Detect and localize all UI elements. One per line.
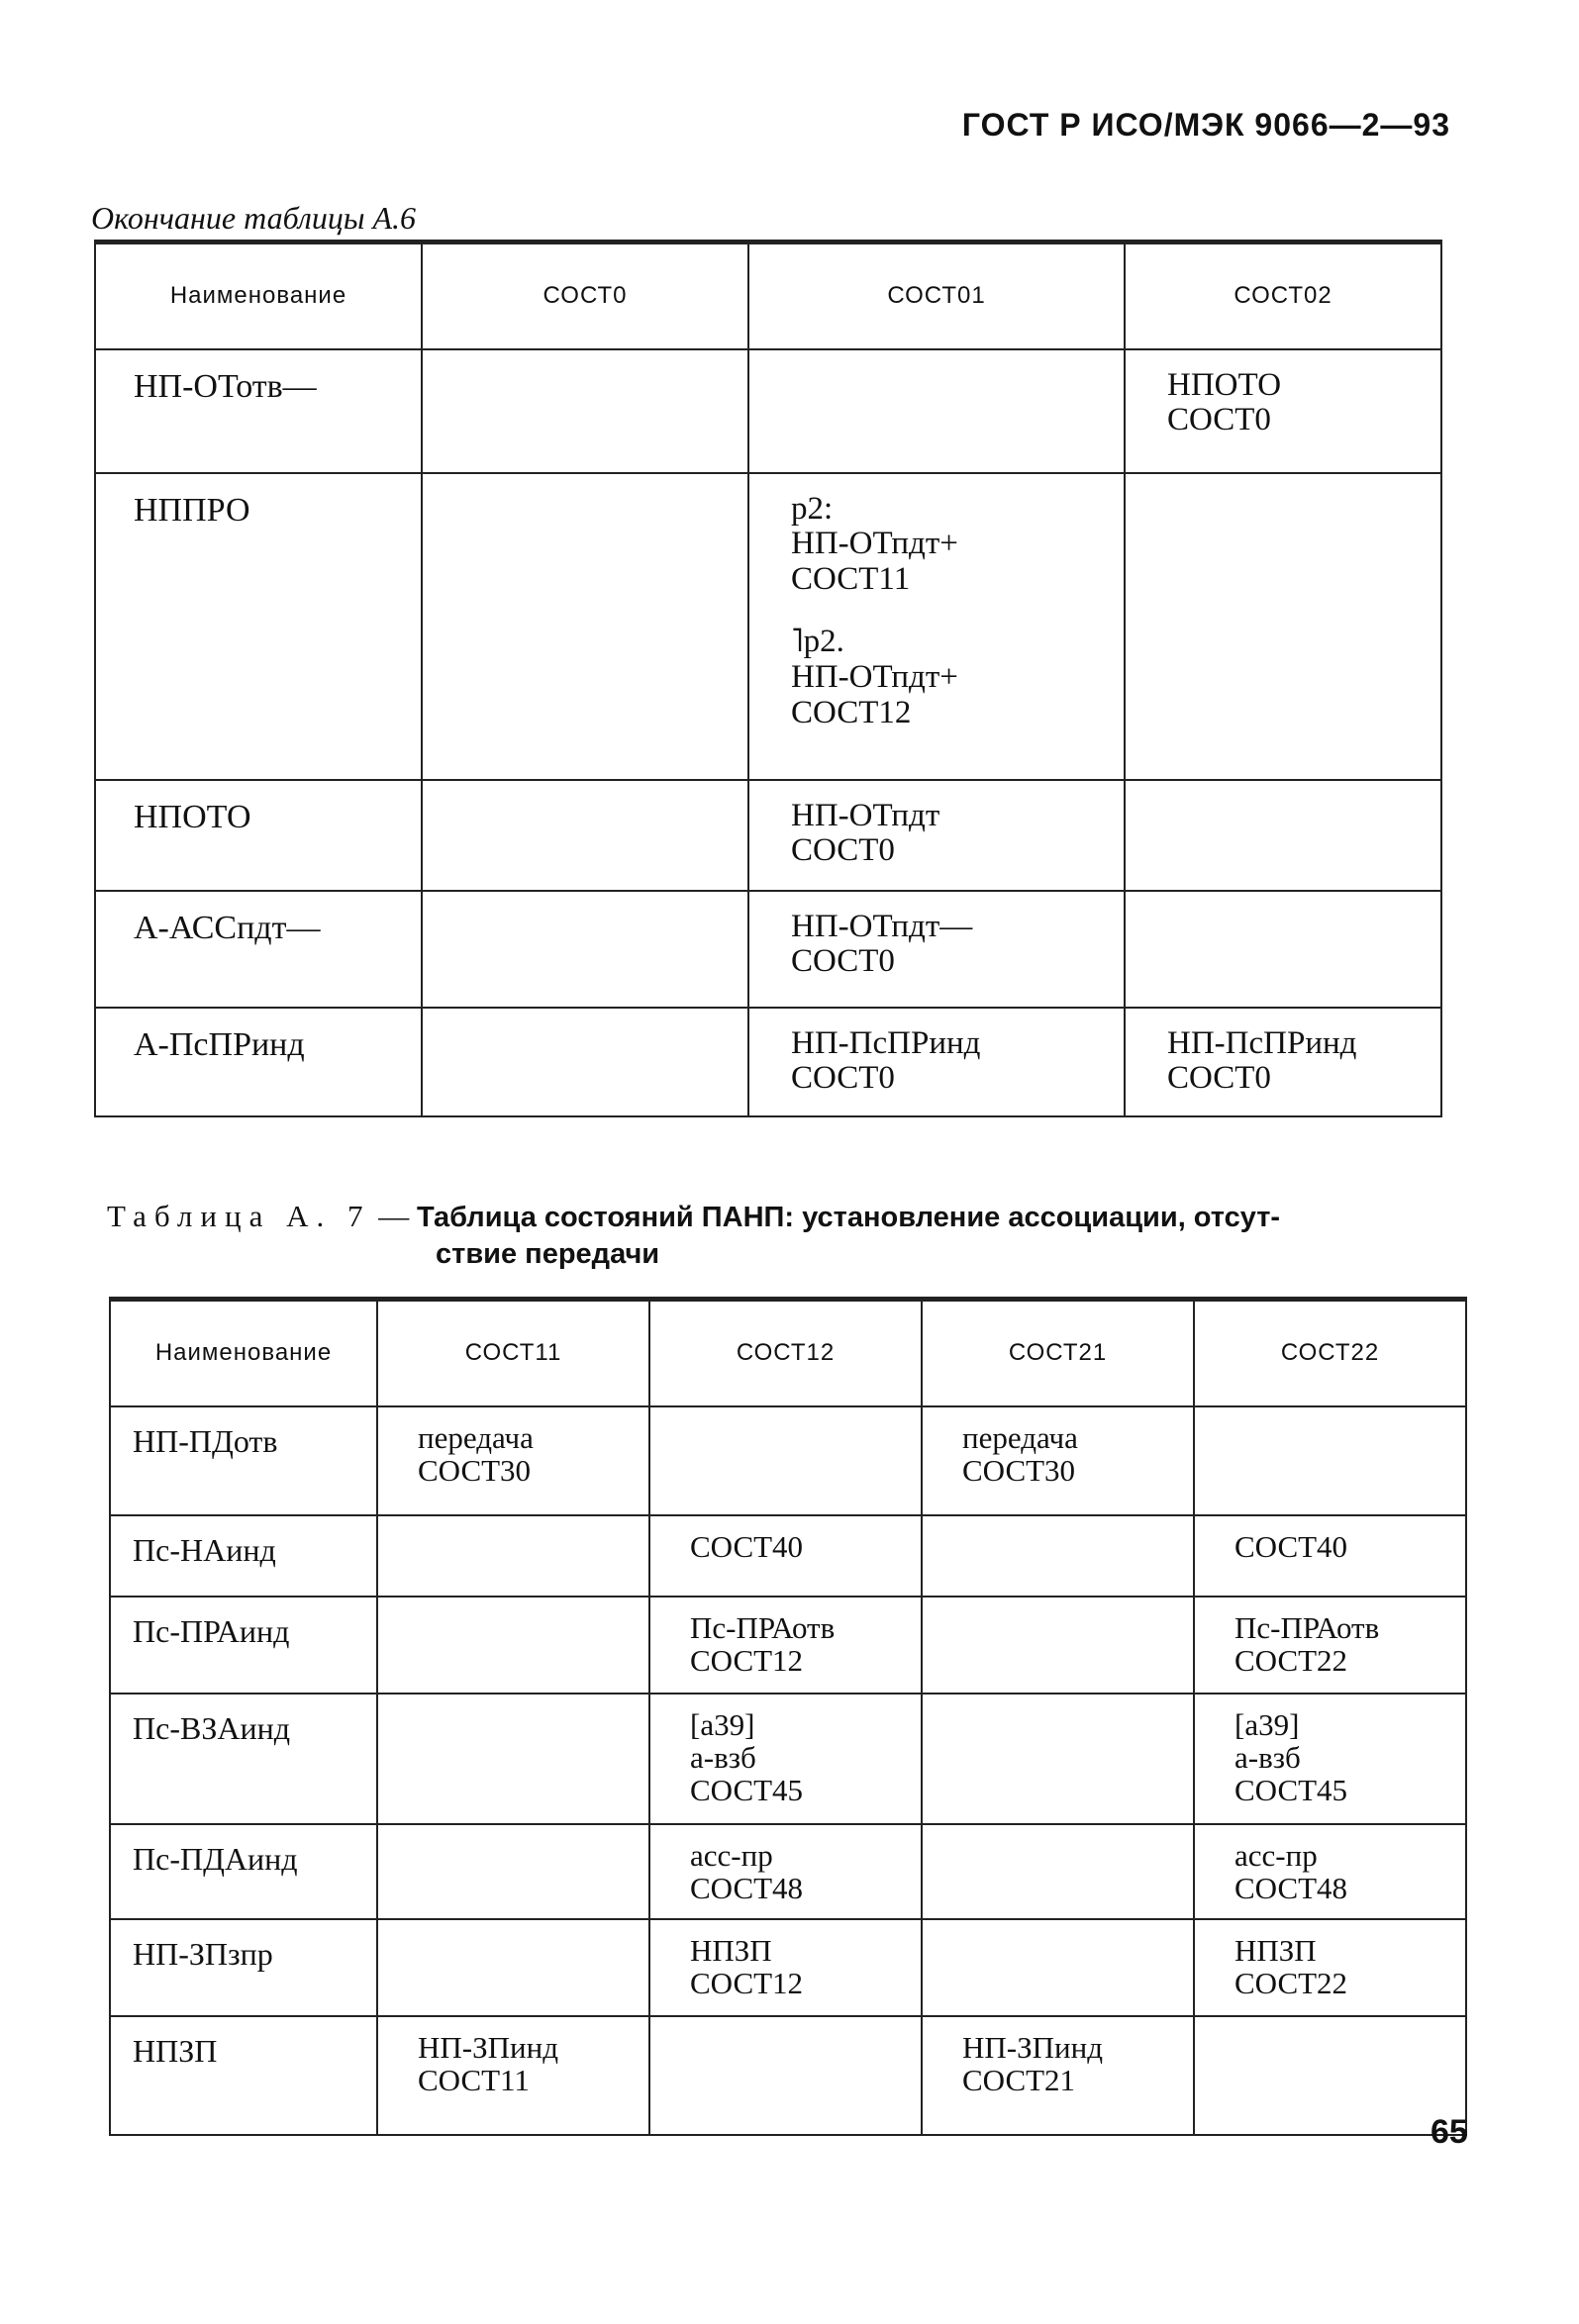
cell-line: Пс-ПРАотв [1234,1609,1380,1645]
table-cell [422,473,748,780]
table-cell [1194,1694,1466,1824]
table-row [95,780,1441,891]
table-cell [377,1919,649,2016]
table-cell [748,891,1125,1008]
cell-line: НП-ПсПРинд [1167,1024,1357,1061]
cell-line: НП-ОТпдт [791,797,940,833]
column-header: Наименование [110,1300,377,1406]
table-a7 [109,1297,1467,2136]
cell-line: НП-ЗПинд [418,2029,558,2065]
column-header: СОСТ0 [422,242,748,349]
table-cell [1194,2016,1466,2135]
row-name-cell: А-ПсПРинд [95,1008,422,1116]
cell-line: передача [418,1419,534,1455]
table-cell [649,1824,922,1919]
table-cell [748,473,1125,780]
table-row [110,1919,1466,2016]
cell-line: СОСТ30 [962,1452,1076,1488]
table-cell [748,780,1125,891]
table-cell [1125,780,1441,891]
row-name-cell: Пс-ПДАинд [110,1824,377,1919]
cell-line: р2: [791,490,834,527]
table-a6-caption: Окончание таблицы А.6 [91,200,417,236]
table-cell [1194,1919,1466,2016]
table-cell [422,1008,748,1116]
column-header: СОСТ21 [922,1300,1194,1406]
table-a7-header-row [110,1300,1466,1406]
cell-line: НПЗП [1234,1932,1317,1968]
table-row [110,1824,1466,1919]
table-cell [377,1406,649,1515]
cell-line: СОСТ22 [1234,1965,1348,2000]
cell-line: [а39] [690,1706,755,1742]
table-row [95,349,1441,473]
cell-line: передача [962,1419,1078,1455]
row-name-cell: НП-ПДотв [110,1406,377,1515]
cell-line: СОСТ22 [1234,1642,1348,1678]
cell-line: НП-ОТпдт+ [791,659,958,695]
table-row [110,1515,1466,1597]
cell-line: а-взб [1234,1739,1301,1775]
table-a7-dash: — [370,1199,417,1233]
cell-line: ˥р2. [791,624,844,660]
cell-line: СОСТ0 [1167,402,1271,438]
table-cell [1194,1597,1466,1694]
table-row [110,1597,1466,1694]
cell-line: СОСТ48 [690,1870,804,1905]
table-cell [422,891,748,1008]
cell-spacer [791,597,1124,625]
row-name-cell: Пс-ВЗАинд [110,1694,377,1824]
row-name-cell: НП-ЗПзпр [110,1919,377,2016]
column-header: СОСТ11 [377,1300,649,1406]
cell-line: СОСТ0 [1167,1060,1271,1097]
table-a7-label: Таблица А. 7 [107,1199,371,1233]
table-cell [422,349,748,473]
row-name-cell: НПЗП [110,2016,377,2135]
table-row [110,1694,1466,1824]
table-cell [377,1694,649,1824]
row-name-cell: Пс-НАинд [110,1515,377,1597]
table-cell [748,349,1125,473]
table-row [110,2016,1466,2135]
table-a6 [94,240,1442,1117]
table-cell [377,1515,649,1597]
table-cell [649,1406,922,1515]
table-row [95,473,1441,780]
table-cell [377,1824,649,1919]
row-name-cell: НППРО [95,473,422,780]
table-cell [922,1919,1194,2016]
table-cell [1125,1008,1441,1116]
cell-line: СОСТ40 [1234,1528,1348,1564]
table-cell [1194,1515,1466,1597]
table-cell [748,1008,1125,1116]
table-cell [649,1597,922,1694]
table-cell [649,1919,922,2016]
table-cell [1194,1824,1466,1919]
column-header: СОСТ01 [748,242,1125,349]
cell-line: НП-ЗПинд [962,2029,1103,2065]
table-cell [922,1597,1194,1694]
table-cell [922,1824,1194,1919]
cell-line: НПЗП [690,1932,772,1968]
column-header: СОСТ02 [1125,242,1441,349]
table-row [110,1406,1466,1515]
cell-line: СОСТ0 [791,832,895,869]
column-header: Наименование [95,242,422,349]
table-cell [922,1694,1194,1824]
cell-line: СОСТ0 [791,1060,895,1097]
table-cell [922,1515,1194,1597]
cell-line: НП-ОТпдт— [791,908,973,944]
document-header: ГОСТ Р ИСО/МЭК 9066—2—93 [961,107,1450,143]
cell-line: НП-ПсПРинд [791,1024,981,1061]
table-cell [649,1694,922,1824]
cell-line: СОСТ12 [690,1642,804,1678]
cell-line: СОСТ21 [962,2062,1076,2097]
row-name-cell: НП-ОТотв— [95,349,422,473]
table-a7-title-line1: Таблица состояний ПАНП: установление ассоциации, отсут- [416,1202,1281,1233]
cell-line: [а39] [1234,1706,1300,1742]
table-cell [377,1597,649,1694]
row-name-cell: НПОТО [95,780,422,891]
table-cell [377,2016,649,2135]
table-a6-header-row [95,242,1441,349]
cell-line: СОСТ12 [690,1965,804,2000]
cell-line: СОСТ12 [791,694,912,730]
table-cell [649,1515,922,1597]
table-a7-title-line2: ствие передачи [436,1237,660,1270]
table-cell [1125,473,1441,780]
table-a7-caption [107,1198,1473,1272]
row-name-cell: А-АССпдт— [95,891,422,1008]
table-cell [922,2016,1194,2135]
cell-line: СОСТ11 [418,2062,530,2097]
cell-line: НПОТО [1167,366,1282,403]
cell-line: асс-пр [690,1837,773,1873]
table-cell [922,1406,1194,1515]
table-cell [649,2016,922,2135]
cell-line: СОСТ40 [690,1528,804,1564]
table-cell [1125,891,1441,1008]
row-name-cell: Пс-ПРАинд [110,1597,377,1694]
table-cell [422,780,748,891]
column-header: СОСТ22 [1194,1300,1466,1406]
cell-line: СОСТ48 [1234,1870,1348,1905]
column-header: СОСТ12 [649,1300,922,1406]
cell-line: асс-пр [1234,1837,1318,1873]
cell-line: Пс-ПРАотв [690,1609,836,1645]
cell-line: СОСТ11 [791,560,911,597]
table-cell [1125,349,1441,473]
table-row [95,891,1441,1008]
table-cell [1194,1406,1466,1515]
cell-line: СОСТ0 [791,943,895,980]
cell-line: СОСТ45 [690,1773,804,1808]
page-number: 65 [1431,2113,1468,2151]
cell-line: НП-ОТпдт+ [791,526,958,562]
table-row [95,1008,1441,1116]
cell-line: СОСТ45 [1234,1773,1348,1808]
cell-line: а-взб [690,1739,756,1775]
cell-line: СОСТ30 [418,1452,532,1488]
